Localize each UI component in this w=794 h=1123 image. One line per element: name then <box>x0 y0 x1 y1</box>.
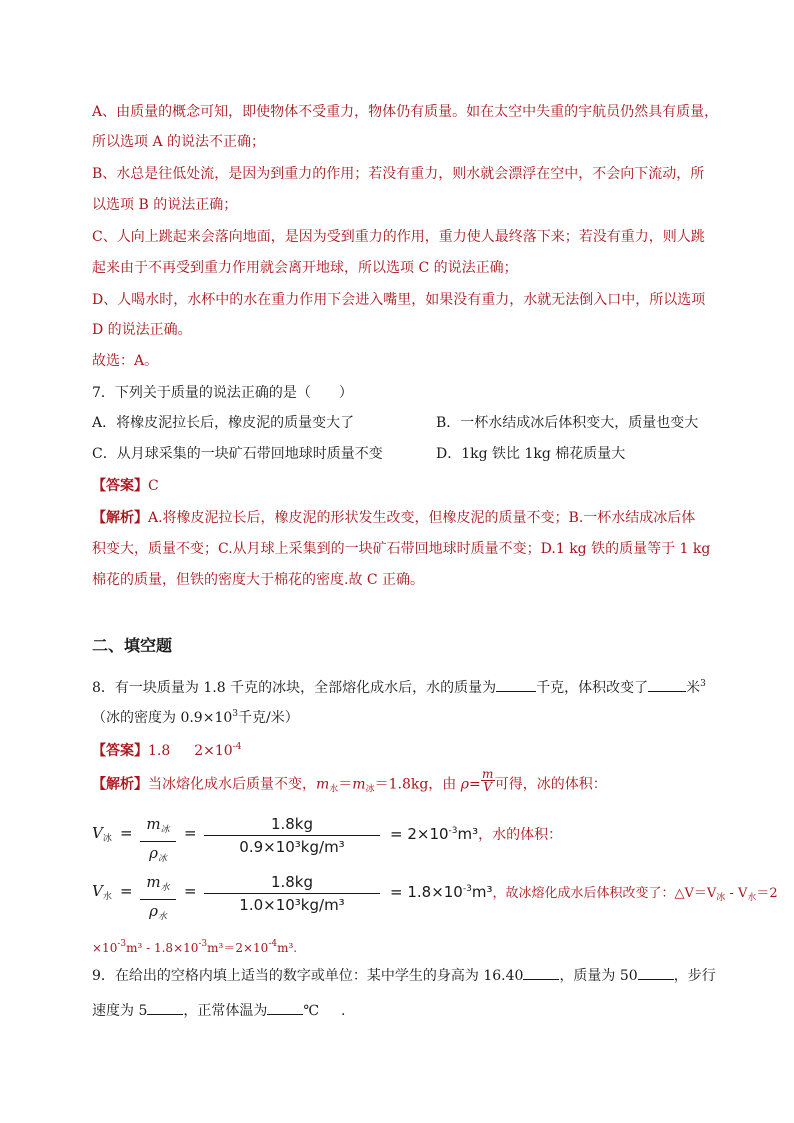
q8-stem-b: 千克，体积改变了 <box>536 680 649 696</box>
explain-line-c1: C、人向上跳起来会落向地面，是因为受到重力的作用，重力使人最终落下来；若没有重力，则人跳 <box>92 229 705 245</box>
q7-option-c: C．从月球采集的一块矿石带回地球时质量不变 <box>92 446 383 462</box>
q9-stem-c: ，步行 <box>673 968 716 984</box>
delta-expression <box>674 886 777 901</box>
delta-mid: - V <box>725 886 748 901</box>
q9-blank-2[interactable] <box>638 965 674 980</box>
q8-blank-2[interactable] <box>648 677 686 692</box>
analysis-tag: 【解析】 <box>92 510 148 526</box>
q9-line2-c: ℃ <box>303 1003 320 1019</box>
q8-note-b: 千克/米） <box>238 710 299 726</box>
res-water-text: ，故冰熔化成水后体积改变了： <box>492 886 675 901</box>
equation-water-volume: $V_水$ = $m_水$ $\rho_水$ = 1.8kg 1.0×10³kg/m³ = $1.8\times 10^{-3}m^3$，故冰熔化成水后体积改变了：$\triangle V=V_冰 - V_水=2$ <box>92 872 712 918</box>
q8-answer <box>92 737 242 761</box>
q7-analysis-3: 棉花的质量，但铁的密度大于棉花的密度.故 C 正确。 <box>92 572 425 588</box>
frac-m-over-rho-water: $m_水$ $\rho_水$ <box>140 872 176 927</box>
last-d: m³. <box>277 941 298 955</box>
analysis-text: A.将橡皮泥拉长后，橡皮泥的形状发生改变，但橡皮泥的质量不变；B.一杯水结成冰后体 <box>148 510 696 526</box>
q7-option-d: D．1kg 铁比 1kg 棉花质量大 <box>436 446 626 462</box>
m-ice-sub: 冰 <box>365 784 375 795</box>
analysis-text-b: 可得，冰的体积： <box>494 776 607 793</box>
q9-line2-a: 速度为 5 <box>92 1003 148 1019</box>
delta-a: △V＝V <box>674 886 717 901</box>
num-ice: 1.8kg <box>270 815 314 833</box>
res-ice: = 2×10 <box>390 825 449 843</box>
q8-answer-1: 1.8 <box>148 743 171 759</box>
res-water: = 1.8×10 <box>390 883 463 901</box>
q8-stem-c: 米 <box>686 680 701 696</box>
delta-sub-1: 冰 <box>716 893 726 903</box>
last-c: m³＝2×10 <box>207 941 269 955</box>
section-title: 二、填空题 <box>92 636 173 655</box>
mass-value: ＝1.8kg，由 <box>374 776 457 793</box>
res-ice-exp: -3 <box>448 826 458 836</box>
q8-blank-1[interactable] <box>496 677 536 692</box>
explain-line-b1: B、水总是往低处流，是因为到重力的作用；若没有重力，则水就会漂浮在空中，不会向下流动，所 <box>92 166 705 182</box>
den-water: 1.0×10³kg/m³ <box>239 896 345 914</box>
q8-result-line <box>92 934 297 958</box>
last-e3: -4 <box>268 939 278 949</box>
q9-stem-b: ，质量为 50 <box>559 968 638 984</box>
q8-stem <box>92 674 706 698</box>
answer-tag: 【答案】 <box>92 478 148 494</box>
q9-line2 <box>92 1000 345 1021</box>
m-ice: m <box>352 776 366 793</box>
res-ice-unit: m³ <box>457 825 479 843</box>
choose-line: 故选：A。 <box>92 353 159 369</box>
delta-end: ＝2 <box>756 886 778 901</box>
q8-analysis-line: 【解析】当冰熔化成水后质量不变，$m_水=m_冰=1.8kg$，由 ρ= $\frac{m}{V}$ 可得，冰的体积： <box>92 767 607 795</box>
equation-ice-volume: $V_冰$ = $m_冰$ $\rho_冰$ = 1.8kg 0.9×10³kg/m³ = $2\times 10^{-3}m^3$，水的体积： <box>92 814 712 860</box>
last-e1: -3 <box>117 939 127 949</box>
q9-blank-4[interactable] <box>267 1000 303 1015</box>
density-fraction <box>481 768 495 793</box>
rho-symbol: ρ <box>460 776 469 793</box>
v-ice-label: V <box>92 824 103 842</box>
explain-line-d2: D 的说法正确。 <box>92 322 192 338</box>
res-water-exp: -3 <box>462 884 472 894</box>
analysis-tag: 【解析】 <box>92 776 148 793</box>
v-water-label: V <box>92 882 103 900</box>
q9-line2-b: ，正常体温为 <box>183 1003 268 1019</box>
frac-v: V <box>483 780 493 794</box>
q9-blank-3[interactable] <box>147 1000 183 1015</box>
q7-answer <box>92 476 159 496</box>
frac-m-over-rho: $m_冰$ $\rho_冰$ <box>140 814 176 869</box>
q7-analysis-2: 积变大，质量不变；C.从月球上采集到的一块矿石带回地球时质量不变；D.1 kg 铁的质量等于 1 kg <box>92 541 711 557</box>
q8-note-exp: 3 <box>232 709 238 719</box>
v-water-sub: 水 <box>102 892 112 902</box>
v-ice-sub: 冰 <box>102 834 112 844</box>
frac-ice-values <box>204 814 380 857</box>
q8-note <box>92 704 299 728</box>
frac-water-values <box>204 872 380 915</box>
q8-stem-c-exp: 3 <box>700 679 706 689</box>
q7-option-b: B．一杯水结成冰后体积变大，质量也变大 <box>436 415 699 431</box>
delta-sub-2: 水 <box>747 893 757 903</box>
analysis-text-a: 当冰熔化成水后质量不变， <box>148 776 316 793</box>
answer-tag: 【答案】 <box>92 743 148 759</box>
answer-value: C <box>148 478 159 494</box>
res-ice-text: ，水的体积： <box>478 827 563 843</box>
res-water-unit: m³ <box>471 883 493 901</box>
m-water: m <box>316 776 330 793</box>
q8-answer-2-exp: -4 <box>232 742 242 752</box>
last-a: ×10 <box>92 941 118 955</box>
q7-option-a: A．将橡皮泥拉长后，橡皮泥的质量变大了 <box>92 415 355 431</box>
explain-line-a2: 所以选项 A 的说法不正确； <box>92 134 266 150</box>
explain-line-a1: A、由质量的概念可知，即使物体不受重力，物体仍有质量。如在太空中失重的宇航员仍然具有质量， <box>92 104 719 120</box>
q8-answer-2: 2×10 <box>194 743 233 759</box>
den-ice: 0.9×10³kg/m³ <box>239 838 345 856</box>
q9-blank-1[interactable] <box>523 965 559 980</box>
num-water: 1.8kg <box>270 873 314 891</box>
q9-stem-a: 9．在给出的空格内填上适当的数字或单位：某中学生的身高为 16.40 <box>92 968 524 984</box>
m-water-sub: 水 <box>329 784 339 795</box>
q9-stem <box>92 965 716 986</box>
q8-stem-a: 8．有一块质量为 1.8 千克的冰块，全部熔化成水后，水的质量为 <box>92 680 497 696</box>
q7-analysis-1 <box>92 508 695 528</box>
explain-line-d1: D、人喝水时，水杯中的水在重力作用下会进入嘴里，如果没有重力，水就无法倒入口中，所以选项 <box>92 292 706 308</box>
explain-line-b2: 以选项 B 的说法正确； <box>92 197 238 213</box>
last-b: m³ - 1.8×10 <box>126 941 199 955</box>
q7-stem: 7．下列关于质量的说法正确的是（ ） <box>92 385 353 401</box>
last-e2: -3 <box>198 939 208 949</box>
explain-line-c2: 起来由于不再受到重力作用就会离开地球，所以选项 C 的说法正确； <box>92 260 518 276</box>
frac-m: m <box>482 767 494 781</box>
eq-sign: ＝ <box>338 776 353 793</box>
q9-line2-d: . <box>341 1003 346 1019</box>
q8-note-a: （冰的密度为 0.9×10 <box>92 710 233 726</box>
